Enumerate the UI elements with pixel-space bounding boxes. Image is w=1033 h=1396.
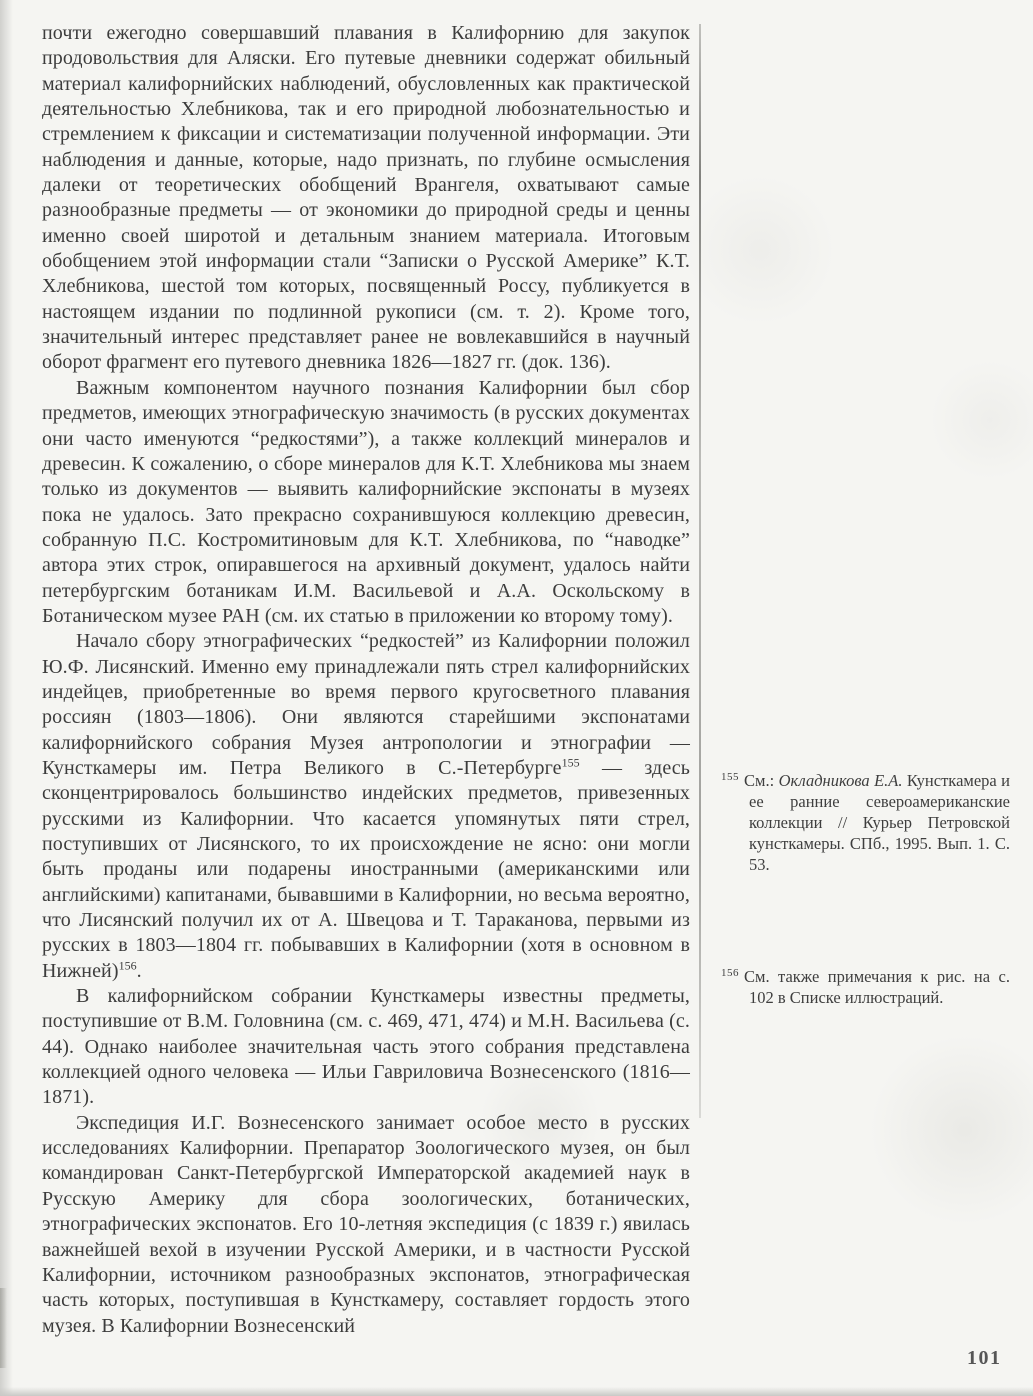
paragraph-1: почти ежегодно совершавший плавания в Калифорнию для закупок продовольствия для Аляски. Его путевые дневники содержат обильный материал калифорнийских наблюдений, обусловленных как практической деятельностью Хлебникова, так и его природной любознательностью и стремлением к фиксации и систематизации полученной информации. Эти наблюдения и данные, которые, надо признать, по глубине осмысления далеки от теоретических обобщений Врангеля, охватывают самые разнообразные предметы — от экономики до природной среды и ценны именно своей широтой и детальным знанием материала. Итоговым обобщением этой информации стали “Записки о Русской Америке” К.Т. Хлебникова, шестой том которых, посвященный Россу, публикуется в настоящем издании по подлинной рукописи (см. т. 2). Кроме того, значительный интерес представляет ранее не вовлекавшийся в научный оборот фрагмент его путевого дневника 1826—1827 гг. (док. 136).: [42, 22, 690, 374]
citation-author-italic: Окладникова Е.А.: [778, 771, 903, 790]
paragraph-3: Начало сбору этнографических “редкостей” из Калифорнии положил Ю.Ф. Лисянский. Именно ему принадлежали пять стрел калифорнийских индейцев, приобретенные во время первого кругосветного плавания россиян (1803—1806). Они являются старейшими экспонатами калифорнийского собрания Музея антропологии и этнографии — Кунсткамеры им. Петра Великого в С.-Петербурге$^{155}$ — здесь сконцентрировалось большинство индейских предметов, привезенных русскими из Калифорнии. Что касается упомянутых пяти стрел, поступивших от Лисянского, то их происхождение не ясно: они могли быть проданы или подарены иностранными (американскими или английскими) капитанами, бывавшими в Калифорнии, но весьма вероятно, что Лисянский получил их от А. Швецова и Т. Тараканова, первыми из русских в 1803—1804 гг. побывавших в Калифорнии (хотя в основном в Нижней)$^{156}$.: [42, 630, 690, 982]
main-text-column: [42, 21, 690, 1339]
paragraph-4: В калифорнийском собрании Кунсткамеры известны предметы, поступившие от В.М. Головнина (см. с. 469, 471, 474) и М.Н. Васильева (с. 44). Однако наиболее значительная часть этого собрания представлена коллекцией одного человека — Ильи Гавриловича Вознесенского (1816—1871).: [42, 985, 690, 1109]
paragraph-2: Важным компонентом научного познания Калифорнии был сбор предметов, имеющих этнографическую значимость (в русских документах они часто именуются “редкостями”), а также коллекций минералов и древесин. К сожалению, о сборе минералов для К.Т. Хлебникова мы знаем только из документов — выявить калифорнийские экспонаты в музеях пока не удалось. Зато прекрасно сохранившуюся коллекцию древесин, собранную П.С. Костромитиновым для К.Т. Хлебникова, по “наводке” автора этих строк, опиравшегося на архивный документ, удалось найти петербургским ботаникам И.М. Васильевой и А.А. Оскольскому в Ботаническом музее РАН (см. их статью в приложении ко второму тому).: [42, 376, 690, 627]
page-edge-shadow-left: [0, 0, 13, 1396]
footnote-ref-156: 156: [118, 958, 137, 973]
paragraph-5: Экспедиция И.Г. Вознесенского занимает особое место в русских исследованиях Калифорнии. Препаратор Зоологического музея, он был командирован Санкт-Петербургской Императорской академией наук в Русскую Америку для сбора зоологических, ботанических, этнографических экспонатов. Его 10-летняя экспедиция (с 1839 г.) явилась важнейшей вехой в изучении Русской Америки, и в частности Русской Калифорнии, источником разнообразных экспонатов, этнографическая часть которых, поступившая в Кунсткамеру, составляет гордость этого музея. В Калифорнии Вознесенский: [42, 1111, 690, 1337]
footnote-ref-155: 155: [561, 755, 580, 770]
margin-note-number-155: 155: [721, 770, 739, 783]
page-edge-smudge-bottom-left: [0, 1288, 7, 1368]
margin-note-number-156: 156: [721, 966, 739, 979]
margin-note-156: $^{156}$ См. также примечания к рис. на с. 102 в Списке иллюстраций.: [721, 966, 1010, 1007]
scan-fold-line: [699, 24, 701, 1118]
page-number: 101: [967, 1347, 1002, 1369]
page-edge-shadow-bottom: [0, 1387, 1033, 1396]
margin-note-155: $^{155}$ См.: Окладникова Е.А. Кунсткамера и ее ранние североамериканские коллекции // Курьер Петровской кунсткамеры. СПб., 1995. Вып. 1. С. 53.: [721, 770, 1010, 874]
